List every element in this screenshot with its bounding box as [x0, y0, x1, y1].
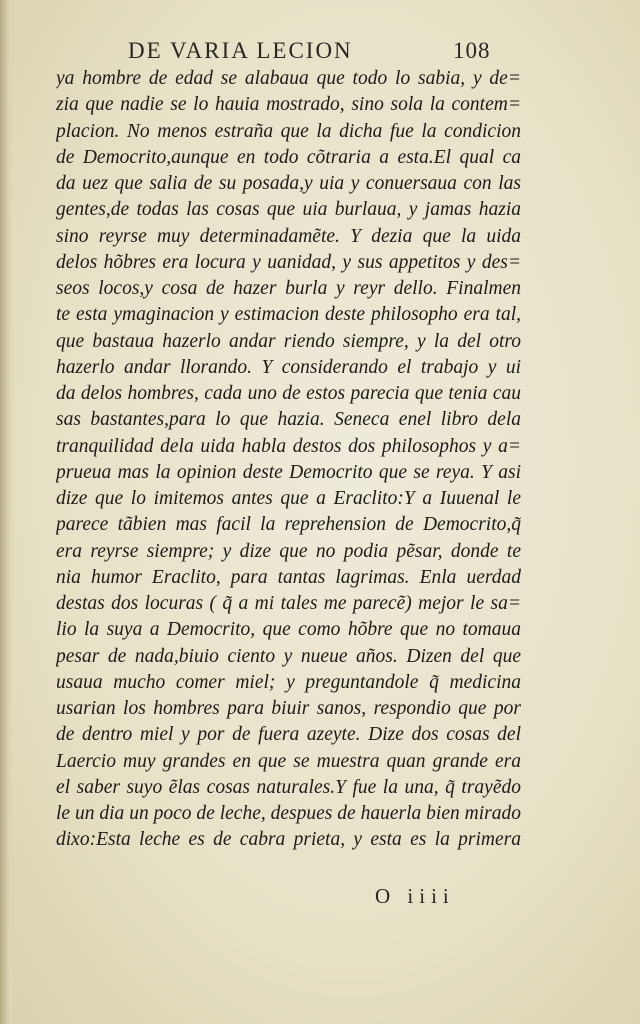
page-number: 108: [453, 38, 491, 63]
text-line: seos locos,y cosa de hazer burla y reyr dello. Finalmen: [56, 278, 521, 299]
text-line: parece tãbien mas facil la reprehension de Democrito,q̃: [56, 514, 521, 536]
text-line: usaua mucho comer miel; y preguntandole q̃ medicina: [56, 671, 521, 693]
text-line: prueua mas la opinion deste Democrito que se reya. Y asi: [56, 461, 521, 483]
text-line: de Democrito,aunque en todo cõtraria a esta.El qual ca: [56, 146, 521, 168]
text-line: da delos hombres, cada uno de estos parecia que tenia cau: [56, 383, 521, 404]
text-line: delos hõbres era locura y uanidad, y sus appetitos y des=: [56, 251, 521, 273]
text-line: de dentro miel y por de fuera azeyte. Dize dos cosas del: [56, 724, 521, 746]
text-line: el saber suyo ẽlas cosas naturales.Y fue la una, q̃ trayẽdo: [56, 776, 521, 798]
text-line: ya hombre de edad se alabaua que todo lo sabia, y de=: [56, 68, 521, 89]
text-line: da uez que salia de su posada,y uia y conuersaua con las: [56, 173, 521, 194]
text-line: era reyrse siempre; y dize que no podia pẽsar, donde te: [56, 540, 521, 562]
text-line: sas bastantes,para lo que hazia. Seneca enel libro dela: [56, 409, 521, 431]
text-line: destas dos locuras ( q̃ a mi tales me parecẽ) mejor le sa=: [56, 593, 521, 614]
text-line: nia humor Eraclito, para tantas lagrimas. Enla uerdad: [56, 566, 521, 588]
text-line: le un dia un poco de leche, despues de hauerla bien mirado: [56, 803, 521, 824]
signature-mark: O iiii: [375, 884, 455, 908]
text-line: dixo:Esta leche es de cabra prieta, y esta es la primera: [56, 829, 521, 851]
text-line: que bastaua hazerlo andar riendo siempre, y la del otro: [56, 330, 521, 352]
text-line: usarian los hombres para biuir sanos, respondio que por: [56, 698, 521, 719]
running-header: [128, 38, 528, 64]
text-line: tranquilidad dela uida habla destos dos philosophos y a=: [56, 435, 521, 457]
text-line: zia que nadie se lo hauia mostrado, sino sola la contem=: [56, 94, 521, 116]
text-line: hazerlo andar llorando. Y considerando el trabajo y ui: [56, 356, 521, 378]
text-line: lio la suya a Democrito, que como hõbre que no tomaua: [56, 619, 521, 641]
text-line: placion. No menos estraña que la dicha fue la condicion: [56, 120, 521, 142]
text-line: dize que lo imitemos antes que a Eraclito:Y a Iuuenal le: [56, 488, 521, 509]
text-line: sino reyrse muy determinadamẽte. Y dezia que la uida: [56, 225, 521, 247]
text-line: pesar de nada,biuio ciento y nueue años. Dizen del que: [56, 645, 521, 667]
body-text: [56, 66, 521, 854]
running-title: DE VARIA LECION: [128, 38, 353, 63]
binding-gutter: [0, 0, 14, 1024]
text-line: Laercio muy grandes en que se muestra quan grande era: [56, 750, 521, 772]
text-line: gentes,de todas las cosas que uia burlaua, y jamas hazia: [56, 199, 521, 221]
text-line: te esta ymaginacion y estimacion deste philosopho era tal,: [56, 304, 521, 326]
